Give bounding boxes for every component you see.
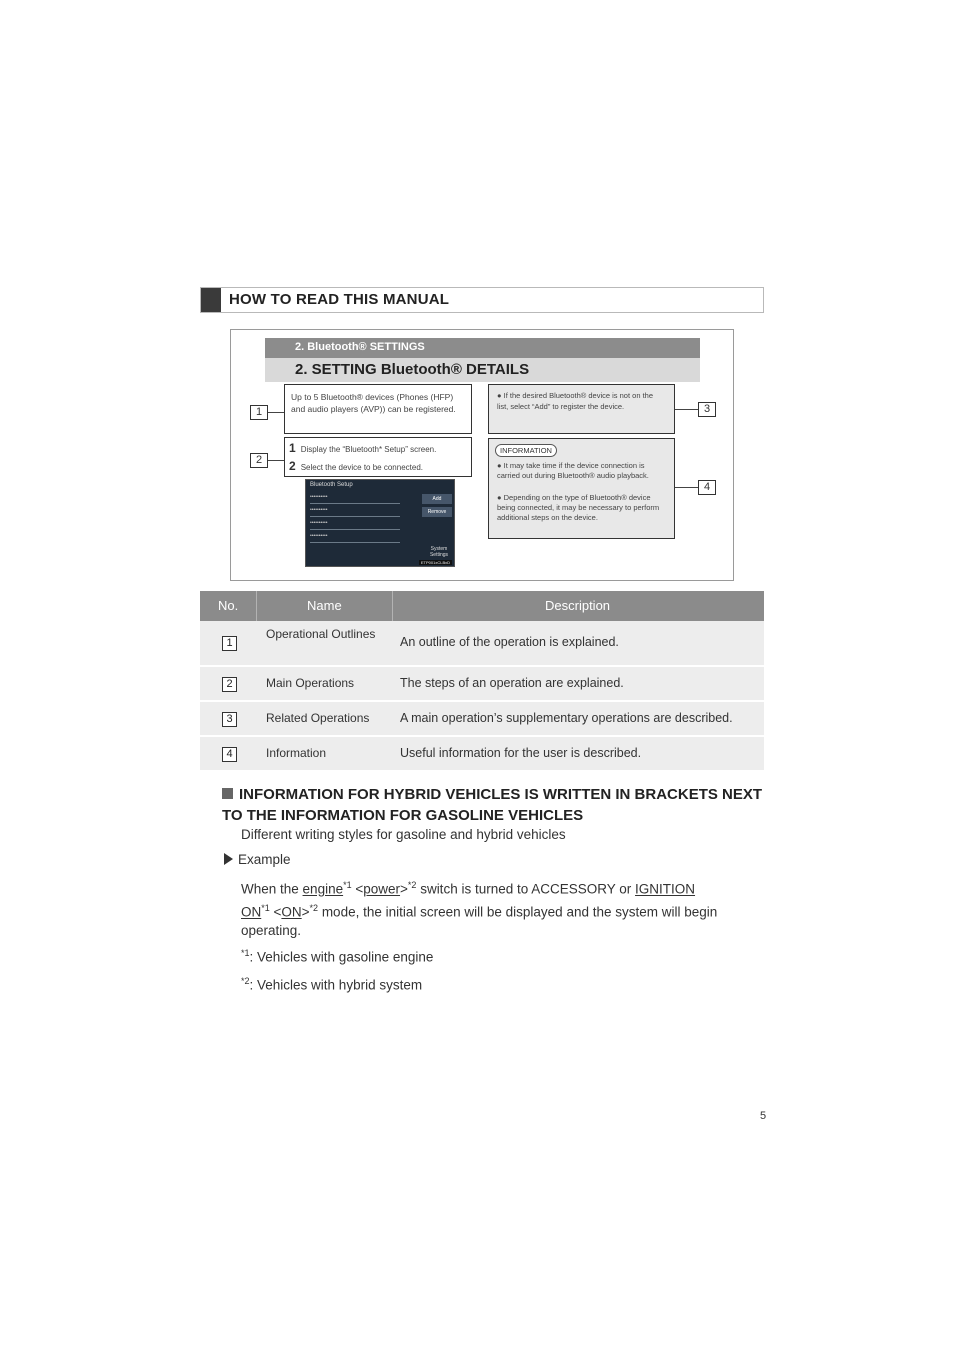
footnote-2: $^{*2}$: Vehicles with hybrid system <box>241 976 423 993</box>
section-heading <box>222 784 767 826</box>
arrow-right-icon <box>224 853 233 865</box>
screen-remove-button: Remove <box>422 507 452 517</box>
header-divider <box>392 591 393 621</box>
section-header-title: HOW TO READ THIS MANUAL <box>229 291 450 308</box>
step-1: 1 Display the “Bluetooth* Setup” screen. <box>289 441 437 455</box>
header-no: No. <box>218 598 239 613</box>
on-term: ON <box>241 904 262 920</box>
example-line-1: When the engine$^{*1}$ <power>$^{*2}$ switch is turned to ACCESSORY or IGNITION <box>241 880 696 897</box>
screen-code: ETP001xCLBxD <box>420 560 450 565</box>
callout-1: 1 <box>250 405 268 420</box>
header-name: Name <box>307 598 342 613</box>
screen-title: Bluetooth Setup <box>310 482 353 488</box>
footnote-1: $^{*1}$: Vehicles with gasoline engine <box>241 948 434 965</box>
figure-top-bar-text: 2. Bluetooth® SETTINGS <box>295 341 425 353</box>
heading-bullet-icon <box>222 788 233 799</box>
table-row <box>200 667 764 702</box>
row-description: A main operation’s supplementary operations are described. <box>400 711 733 725</box>
section-header <box>200 287 764 313</box>
page-number: 5 <box>760 1110 767 1122</box>
figure-title-bar <box>265 358 700 382</box>
callout-3: 3 <box>698 402 716 417</box>
related-text: ● If the desired Bluetooth® device is not on the list, select “Add” to register the device. <box>497 391 653 411</box>
table-row <box>200 737 764 772</box>
info-item-2: ● Depending on the type of Bluetooth® device being connected, it may be necessary to perform additional steps on the device. <box>497 493 660 522</box>
row-name: Main Operations <box>266 676 355 690</box>
leader-line-2 <box>268 460 284 461</box>
section-heading-text: INFORMATION FOR HYBRID VEHICLES IS WRITTEN IN BRACKETS NEXT TO THE INFORMATION FOR GASOLINE VEHICLES <box>222 786 763 824</box>
leader-line-1 <box>268 412 284 413</box>
outline-text: Up to 5 Bluetooth® devices (Phones (HFP) and audio players (AVP)) can be registered. <box>291 392 456 414</box>
information-box <box>488 438 675 539</box>
device-row: •••••••••• <box>310 494 400 504</box>
example-label: Example <box>224 852 291 867</box>
leader-line-3 <box>675 409 698 410</box>
screen-add-button: Add <box>422 494 452 504</box>
header-divider <box>256 591 257 621</box>
engine-term: engine <box>302 881 344 897</box>
row-number: 1 <box>222 636 237 651</box>
row-description: Useful information for the user is described. <box>400 746 642 760</box>
row-number: 3 <box>222 712 237 727</box>
row-name: Information <box>266 746 327 760</box>
row-name: Related Operations <box>266 711 370 725</box>
steps-box <box>284 437 472 477</box>
info-item-1: ● It may take time if the device connection is carried out during Bluetooth® audio playback. <box>497 461 649 480</box>
row-description: The steps of an operation are explained. <box>400 676 624 690</box>
table-header <box>200 591 764 621</box>
step-1-text: Display the “Bluetooth* Setup” screen. <box>300 445 437 454</box>
example-line-2: $ON^{*1} <ON>^{*2}$ mode, the initial screen will be displayed and the system will begin <box>241 903 718 920</box>
information-label: INFORMATION <box>495 444 557 457</box>
section-header-tab <box>201 288 221 312</box>
table-row <box>200 621 764 667</box>
ignition-term: IGNITION <box>635 881 696 897</box>
callout-2: 2 <box>250 453 268 468</box>
row-description: An outline of the operation is explained. <box>400 635 619 649</box>
step-2: 2 Select the device to be connected. <box>289 459 423 473</box>
row-number: 2 <box>222 677 237 692</box>
screen-system-settings: System Settings <box>429 546 449 558</box>
related-box <box>488 384 675 434</box>
callout-4: 4 <box>698 480 716 495</box>
device-row: •••••••••• <box>310 533 400 543</box>
table-row <box>200 702 764 737</box>
leader-line-4 <box>675 487 698 488</box>
device-row: •••••••••• <box>310 520 400 530</box>
header-description: Description <box>545 598 611 613</box>
example-line-3: operating. <box>241 923 302 938</box>
bluetooth-setup-screen <box>305 479 455 567</box>
device-row: •••••••••• <box>310 507 400 517</box>
figure-top-bar <box>265 338 700 358</box>
row-name: Operational Outlines <box>266 627 376 641</box>
row-number: 4 <box>222 747 237 762</box>
step-2-text: Select the device to be connected. <box>300 463 423 472</box>
intro-text: Different writing styles for gasoline and hybrid vehicles <box>241 827 566 842</box>
figure-title-text: 2. SETTING Bluetooth® DETAILS <box>295 361 530 378</box>
outline-box <box>284 384 472 434</box>
power-term: power <box>363 881 401 897</box>
on-term-hybrid: ON <box>281 904 302 920</box>
